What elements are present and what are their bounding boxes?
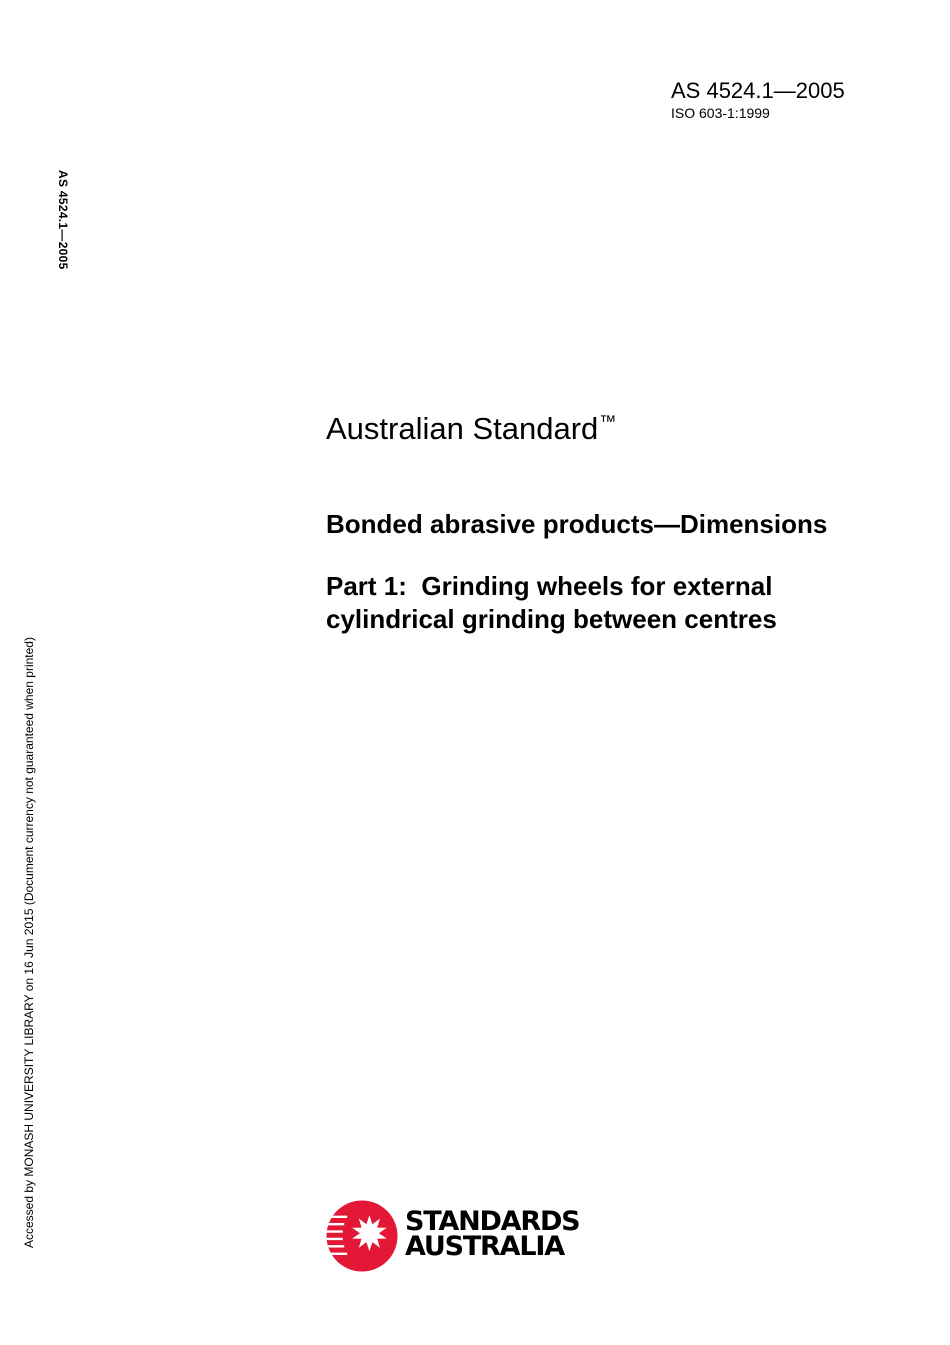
logo-line-standards: STANDARDS — [405, 1206, 580, 1237]
part-title-line-1: Part 1: Grinding wheels for external — [326, 571, 773, 601]
logo-wordmark — [405, 1206, 580, 1262]
standard-number: AS 4524.1—2005 — [671, 78, 845, 103]
trademark-symbol: ™ — [599, 412, 617, 431]
logo-line-australia: AUSTRALIA — [405, 1231, 564, 1262]
part-title-line-2: cylindrical grinding between centres — [326, 604, 777, 634]
document-title: Bonded abrasive products—Dimensions — [326, 509, 828, 539]
iso-reference: ISO 603-1:1999 — [671, 105, 770, 121]
spine-label: AS 4524.1—2005 — [56, 170, 70, 270]
series-name: Australian Standard — [326, 411, 599, 446]
part-title — [326, 570, 926, 636]
standards-australia-logo — [325, 1199, 585, 1275]
series-title — [326, 404, 616, 447]
star-circle-icon — [325, 1199, 399, 1273]
access-notice: Accessed by MONASH UNIVERSITY LIBRARY on 16 Jun 2015 (Document currency not guaranteed when printed) — [22, 637, 36, 1248]
